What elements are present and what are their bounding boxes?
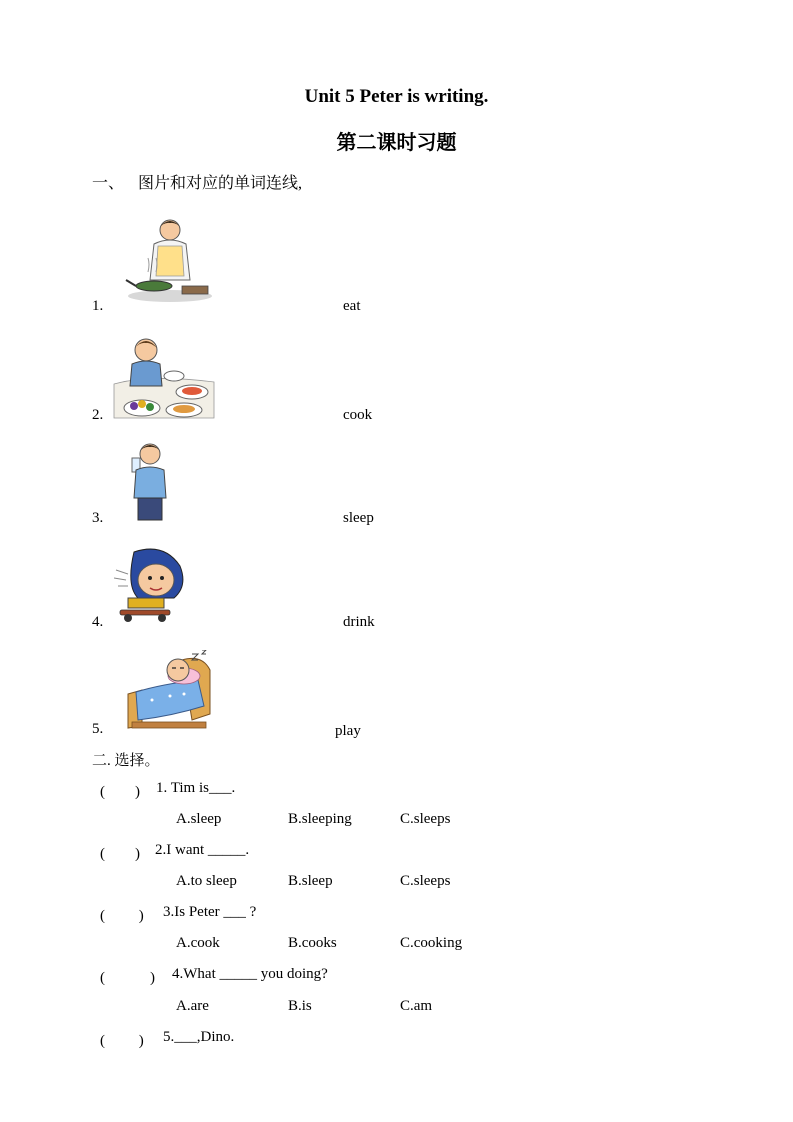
section2-heading: 二. 选择。 bbox=[92, 753, 160, 769]
item-number-2: 2. bbox=[92, 407, 104, 423]
match-word-4: drink bbox=[343, 614, 375, 630]
page-subtitle: 第二课时习题 bbox=[336, 132, 457, 154]
question-stem-3: 3.Is Peter ___ ? bbox=[163, 904, 257, 920]
answer-bracket-4: ( ) bbox=[100, 970, 155, 986]
match-word-5: play bbox=[335, 723, 361, 739]
option-4a: A.are bbox=[176, 998, 209, 1014]
question-stem-2: 2.I want _____. bbox=[155, 842, 250, 858]
option-2c: C.sleeps bbox=[400, 873, 451, 889]
match-word-1: eat bbox=[343, 298, 361, 314]
question-stem-1: 1. Tim is___. bbox=[156, 780, 236, 796]
option-3b: B.cooks bbox=[288, 935, 337, 951]
option-2b: B.sleep bbox=[288, 873, 333, 889]
answer-bracket-1: ( ) bbox=[100, 784, 140, 800]
option-3a: A.cook bbox=[176, 935, 220, 951]
person-cooking-icon bbox=[124, 214, 216, 306]
item-number-5: 5. bbox=[92, 721, 104, 737]
option-2a: A.to sleep bbox=[176, 873, 237, 889]
match-word-2: cook bbox=[343, 407, 373, 423]
section1-marker: 一、 bbox=[92, 175, 125, 192]
child-skateboarding-icon bbox=[114, 546, 190, 624]
item-number-3: 3. bbox=[92, 510, 104, 526]
option-4c: C.am bbox=[400, 998, 433, 1014]
item-number-4: 4. bbox=[92, 614, 104, 630]
option-4b: B.is bbox=[288, 998, 312, 1014]
item-number-1: 1. bbox=[92, 298, 104, 314]
question-stem-5: 5.___,Dino. bbox=[163, 1029, 235, 1045]
match-word-3: sleep bbox=[343, 510, 374, 526]
page-title: Unit 5 Peter is writing. bbox=[304, 86, 489, 107]
child-sleeping-icon bbox=[122, 650, 216, 730]
option-1b: B.sleeping bbox=[288, 811, 352, 827]
option-3c: C.cooking bbox=[400, 935, 463, 951]
question-stem-4: 4.What _____ you doing? bbox=[172, 966, 328, 982]
boy-eating-icon bbox=[110, 334, 218, 422]
option-1a: A.sleep bbox=[176, 811, 222, 827]
answer-bracket-5: ( ) bbox=[100, 1033, 144, 1049]
answer-bracket-3: ( ) bbox=[100, 908, 144, 924]
boy-drinking-icon bbox=[126, 440, 172, 524]
answer-bracket-2: ( ) bbox=[100, 846, 140, 862]
section1-heading: 图片和对应的单词连线, bbox=[138, 175, 303, 192]
option-1c: C.sleeps bbox=[400, 811, 451, 827]
